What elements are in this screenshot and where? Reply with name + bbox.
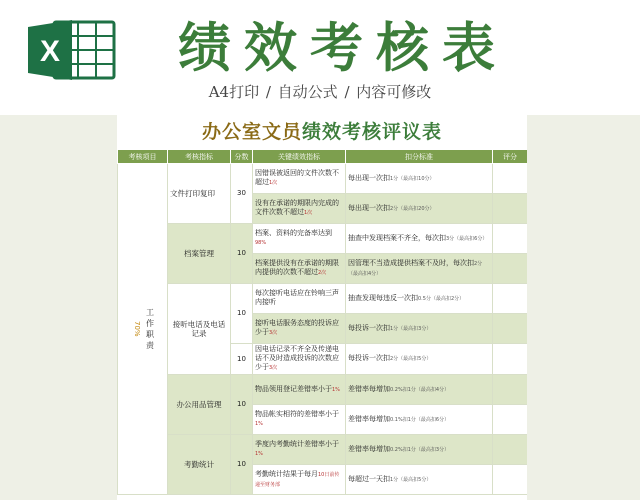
rating-cell[interactable]	[493, 405, 528, 435]
col-header-indicator: 考核指标	[168, 150, 231, 164]
col-header-score: 分数	[231, 150, 253, 164]
table-row	[118, 164, 528, 194]
score-cell: 10	[231, 344, 253, 375]
deduction-cell: 因管理不当造成提供档案不及时，每次扣2分（最高扣4分）	[346, 254, 493, 284]
indicator-cell: 考勤统计	[168, 435, 231, 495]
deduction-cell: 差错率每增加0.2%扣1分（最高扣4分）	[346, 375, 493, 405]
kpi-cell: 物品帐实相符的差错率小于1%	[253, 405, 346, 435]
kpi-cell: 没有在承诺的期限内完成的文件次数不超过1次	[253, 194, 346, 224]
rating-cell[interactable]	[493, 254, 528, 284]
deduction-cell: 差错率每增加0.1%扣1分（最高扣6分）	[346, 405, 493, 435]
score-cell: 10	[231, 375, 253, 435]
rating-cell[interactable]	[493, 375, 528, 405]
rating-cell[interactable]	[493, 465, 528, 495]
kpi-cell: 物品领用登记差错率小于1%	[253, 375, 346, 405]
indicator-cell: 办公用品管理	[168, 375, 231, 435]
col-header-rating: 评分	[493, 150, 528, 164]
kpi-cell: 考勤统计结果于每月10日前传递至财务部	[253, 465, 346, 495]
kpi-cell: 每次接听电话应在铃响三声内接听	[253, 284, 346, 314]
deduction-cell: 抽查发现每违反一次扣0.5分（最高扣2分）	[346, 284, 493, 314]
page-subtitle: A4打印 / 自动公式 / 内容可修改	[208, 83, 432, 101]
kpi-cell: 因电话记录不齐全及传递电话不及时造成投诉的次数应少于3次	[253, 344, 346, 375]
category-cell	[118, 164, 168, 495]
rating-cell[interactable]	[493, 314, 528, 344]
category-percent: 70%	[133, 321, 141, 337]
col-header-item: 考核项目	[118, 150, 168, 164]
kpi-cell: 档案、资料的完备率达到98%	[253, 224, 346, 254]
score-cell: 10	[231, 435, 253, 495]
col-header-kpi: 关键绩效指标	[253, 150, 346, 164]
rating-cell[interactable]	[493, 224, 528, 254]
sheet-title	[117, 115, 527, 149]
table-row	[118, 435, 528, 465]
deduction-cell: 每超过一天扣1分（最高扣5分）	[346, 465, 493, 495]
deduction-cell: 每投诉一次扣1分（最高扣3分）	[346, 314, 493, 344]
table-row	[118, 375, 528, 405]
sheet-title-part2: 绩效考核评议表	[302, 121, 443, 143]
table-row	[118, 284, 528, 314]
category-char-1: 工	[146, 308, 154, 317]
deduction-cell: 每出现一次扣1分（最高扣10分）	[346, 164, 493, 194]
category-char-2: 作	[146, 319, 154, 328]
rating-cell[interactable]	[493, 435, 528, 465]
spreadsheet	[117, 115, 527, 500]
indicator-cell: 接听电话及电话记录	[168, 284, 231, 375]
kpi-cell: 因错误被返回的文件次数不超过1次	[253, 164, 346, 194]
deduction-cell: 每投诉一次扣2分（最高扣5分）	[346, 344, 493, 375]
deduction-cell: 差错率每增加0.2%扣1分（最高扣3分）	[346, 435, 493, 465]
rating-cell[interactable]	[493, 284, 528, 314]
excel-icon	[26, 19, 118, 81]
rating-cell[interactable]	[493, 164, 528, 194]
evaluation-table	[117, 149, 527, 495]
table-row	[118, 224, 528, 254]
header-row	[118, 150, 528, 164]
deduction-cell: 抽查中发现档案不齐全，每次扣3分（最高扣6分）	[346, 224, 493, 254]
category-char-3: 职	[146, 330, 154, 339]
deduction-cell: 每出现一次扣2分（最高扣20分）	[346, 194, 493, 224]
score-cell: 10	[231, 224, 253, 284]
sheet-title-part1: 办公室文员	[201, 121, 302, 143]
indicator-cell: 档案管理	[168, 224, 231, 284]
rating-cell[interactable]	[493, 344, 528, 375]
page-title: 绩效考核表	[178, 17, 508, 79]
score-cell: 10	[231, 284, 253, 344]
kpi-cell: 季度内考勤统计差错率小于1%	[253, 435, 346, 465]
svg-text:X: X	[39, 35, 61, 68]
kpi-cell: 接听电话服务态度的投诉应少于3次	[253, 314, 346, 344]
col-header-deduction: 扣分标准	[346, 150, 493, 164]
category-char-4: 责	[146, 341, 154, 350]
score-cell: 30	[231, 164, 253, 224]
indicator-cell: 文件打印复印	[168, 164, 231, 224]
kpi-cell: 档案提供没有在承诺的期限内提供的次数不超过2次	[253, 254, 346, 284]
rating-cell[interactable]	[493, 194, 528, 224]
